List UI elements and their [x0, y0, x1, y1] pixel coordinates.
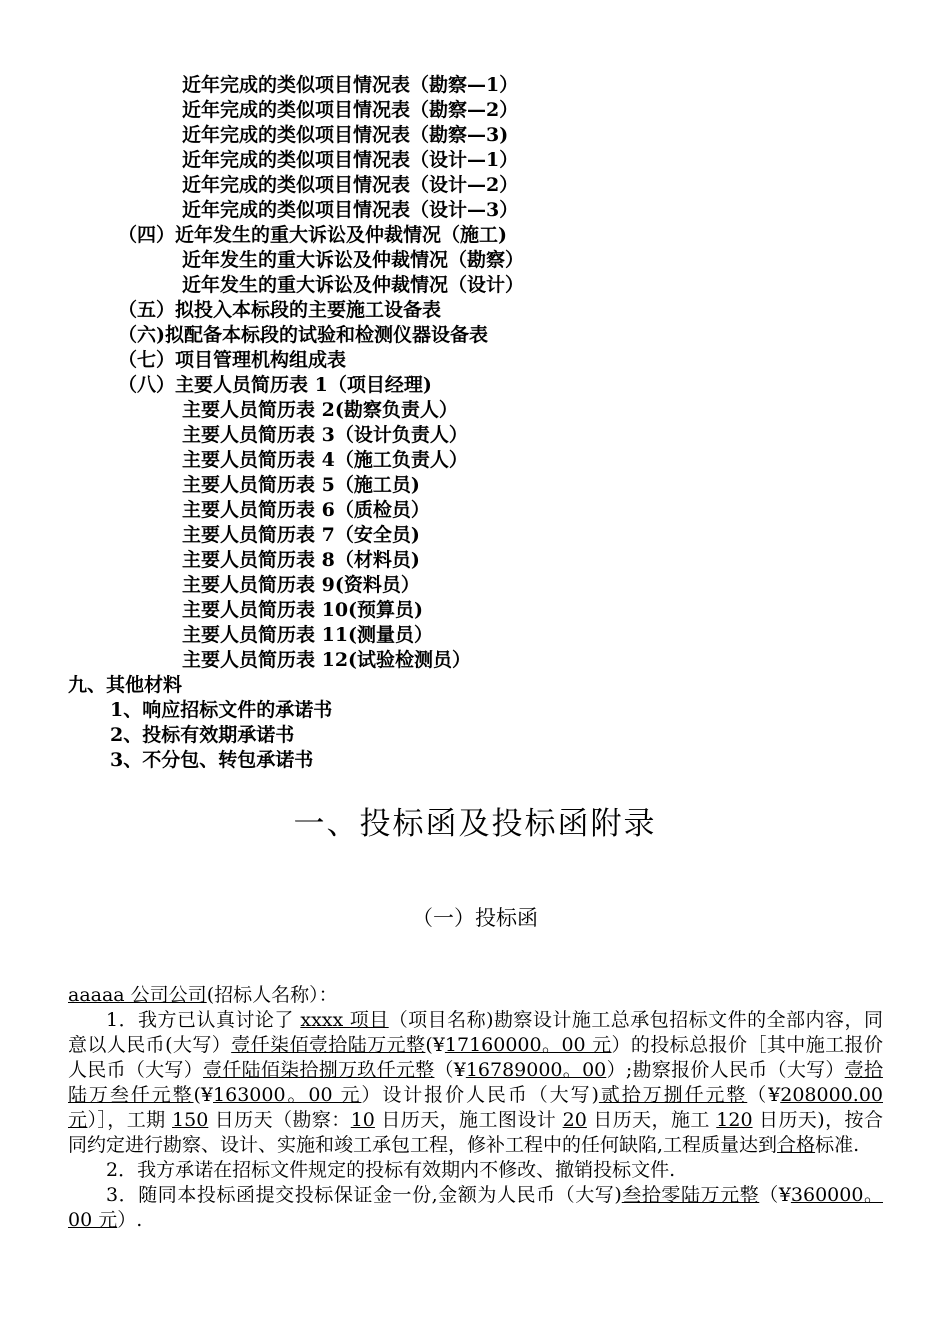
recipient-suffix: (招标人名称）： [206, 984, 338, 1006]
filled-value: 150 [172, 1109, 209, 1131]
text-segment: ）. [117, 1209, 143, 1231]
filled-value: 10 [350, 1109, 375, 1131]
text-segment: （¥ [747, 1084, 781, 1106]
filled-value: 合格 [777, 1134, 816, 1156]
toc-item: 主要人员简历表 6（质检员） [182, 499, 430, 521]
text-segment: 日历天（勘察： [208, 1109, 351, 1131]
toc-item: （七）项目管理机构组成表 [118, 349, 347, 371]
toc-item: 近年完成的类似项目情况表（设计—3） [182, 199, 519, 221]
text-segment: ）］，工期 [87, 1109, 173, 1131]
text-segment: 日历天，施工图设计 [374, 1109, 563, 1131]
text-segment: （¥ [434, 1059, 466, 1081]
toc-item: 主要人员简历表 4（施工负责人） [182, 449, 468, 471]
text-segment: ）;勘察报价人民币（大写） [606, 1059, 845, 1081]
table-of-contents [0, 73, 950, 773]
toc-item: 九、其他材料 [68, 674, 183, 696]
toc-item: 近年发生的重大诉讼及仲裁情况（设计） [182, 274, 525, 296]
toc-item: （六)拟配备本标段的试验和检测仪器设备表 [118, 324, 488, 346]
paragraph-3 [68, 1183, 883, 1233]
text-segment: (¥ [193, 1084, 214, 1106]
filled-value: 208000.00 元 [68, 1084, 883, 1131]
toc-item: 近年完成的类似项目情况表（勘察—1） [182, 74, 519, 96]
toc-item: 主要人员简历表 5（施工员) [182, 474, 420, 496]
text-segment: ）设计报价人民币（大写) [361, 1084, 599, 1106]
filled-value: 贰拾万捌仟元整 [598, 1084, 748, 1106]
toc-item: 近年完成的类似项目情况表（勘察—3) [182, 124, 509, 146]
toc-item: 主要人员简历表 11(测量员） [182, 624, 434, 646]
toc-item: （八）主要人员简历表 1（项目经理) [118, 374, 432, 396]
toc-item: （五）拟投入本标段的主要施工设备表 [118, 299, 442, 321]
toc-item: 1、响应招标文件的承诺书 [110, 699, 333, 721]
filled-value: 360000。00 元 [68, 1184, 883, 1231]
toc-item: （四）近年发生的重大诉讼及仲裁情况（施工) [118, 224, 507, 246]
text-segment: 1．我方已认真讨论了 [106, 1009, 301, 1031]
filled-value: 壹仟陆佰柒拾捌万玖仟元整 [203, 1059, 435, 1081]
text-segment: （¥ [759, 1184, 791, 1206]
text-segment: (¥ [425, 1034, 445, 1056]
filled-value: 120 [716, 1109, 753, 1131]
toc-item: 主要人员简历表 7（安全员) [182, 524, 420, 546]
toc-item: 主要人员简历表 2(勘察负责人） [182, 399, 458, 421]
filled-value: 壹拾陆万叁仟元整 [68, 1059, 883, 1106]
toc-item: 主要人员简历表 12(试验检测员） [182, 649, 472, 671]
paragraph-2: 2．我方承诺在招标文件规定的投标有效期内不修改、撤销投标文件. [106, 1159, 676, 1181]
toc-item: 主要人员简历表 10(预算员) [182, 599, 424, 621]
filled-value: xxxx 项目 [300, 1009, 389, 1031]
toc-item: 2、投标有效期承诺书 [110, 724, 295, 746]
toc-item: 近年完成的类似项目情况表（设计—1） [182, 149, 519, 171]
text-segment: 3．随同本投标函提交投标保证金一份,金额为人民币（大写) [106, 1184, 622, 1206]
toc-item: 近年完成的类似项目情况表（勘察—2） [182, 99, 519, 121]
toc-item: 近年发生的重大诉讼及仲裁情况（勘察） [182, 249, 525, 271]
text-segment: 标准. [815, 1134, 860, 1156]
toc-item: 主要人员简历表 3（设计负责人） [182, 424, 468, 446]
paragraph-1 [68, 1008, 883, 1158]
section-title: 一、投标函及投标函附录 [293, 806, 657, 842]
filled-value: 16789000。00 [465, 1059, 607, 1081]
toc-item: 3、不分包、转包承诺书 [110, 749, 314, 771]
recipient-line [68, 983, 883, 1008]
filled-value: 叁拾零陆万元整 [621, 1184, 760, 1206]
text-segment: （项目名称)勘察设计施工总承包招标文件的全部内容，同意以人民币(大写） [68, 1009, 883, 1056]
filled-value: 20 [562, 1109, 587, 1131]
subsection-title: （一）投标函 [412, 906, 538, 930]
text-segment: 日历天)，按合同约定进行勘察、设计、实施和竣工承包工程，修补工程中的任何缺陷,工程质量达到 [68, 1109, 883, 1156]
text-segment: ）的投标总报价［其中施工报价人民币（大写） [68, 1034, 883, 1081]
toc-item: 主要人员简历表 9(资料员） [182, 574, 420, 596]
toc-item: 近年完成的类似项目情况表（设计—2） [182, 174, 519, 196]
filled-value: 163000。00 元 [213, 1084, 362, 1106]
bid-letter [68, 983, 883, 1233]
filled-value: 壹仟柒佰壹拾陆万元整 [231, 1034, 426, 1056]
text-segment: 日历天，施工 [586, 1109, 717, 1131]
toc-item: 主要人员简历表 8（材料员) [182, 549, 420, 571]
recipient-name: aaaaa 公司公司 [68, 984, 207, 1006]
filled-value: 17160000。00 元 [444, 1034, 612, 1056]
